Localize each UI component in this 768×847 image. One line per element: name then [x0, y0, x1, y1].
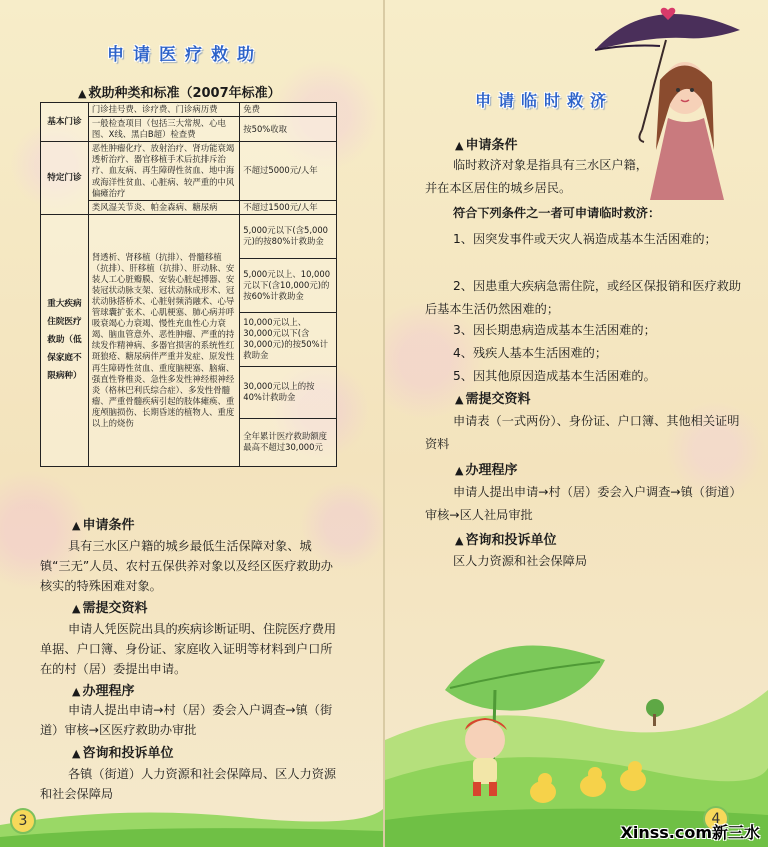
section-heading: ▲ 办理程序: [455, 463, 518, 478]
table-row: [41, 142, 337, 200]
section-text: 申请人提出申请→村（居）委会入户调查→镇（街道）审核→区医疗救助办审批: [40, 703, 333, 737]
standard-cell: 5,000元以上、10,000元以下(含10,000元)的按60%计救助金: [240, 258, 337, 312]
triangle-icon: ▲: [72, 602, 81, 615]
triangle-icon: ▲: [455, 464, 464, 477]
criteria-item: 5、因其他原因造成基本生活困难的。: [453, 369, 656, 383]
section-heading: ▲ 申请条件: [72, 518, 135, 533]
triangle-icon: ▲: [72, 685, 81, 698]
aid-standards-table: [40, 102, 337, 467]
standard-cell: 免费: [240, 103, 337, 117]
criteria-item: 4、残疾人基本生活困难的；: [453, 346, 608, 360]
section-text: 临时救济对象是指具有三水区户籍，并在本区居住的城乡居民。: [425, 158, 648, 195]
section-text: 具有三水区户籍的城乡最低生活保障对象、城镇“三无”人员、农村五保供养对象以及经区医疗救助办核实的特殊困难对象。: [40, 539, 333, 593]
grass-ground: [0, 787, 383, 847]
page-title: 申请临时救济: [475, 91, 614, 110]
standard-cell: 5,000元以下(含5,000元)的按80%计救助金: [240, 214, 337, 258]
section-heading: ▲ 申请条件: [455, 138, 518, 153]
page-title: 申请医疗救助: [107, 45, 263, 65]
page-number: 4: [703, 806, 729, 832]
criteria-item: 1、因突发事件或天灾人祸造成基本生活困难的；: [453, 232, 717, 246]
right-page: [385, 0, 768, 847]
table-heading: ▲ 救助种类和标准（2007年标准）: [78, 86, 281, 101]
left-page: [0, 0, 383, 847]
category-cell: [41, 214, 89, 466]
section-heading: ▲ 办理程序: [72, 684, 135, 699]
triangle-icon: ▲: [455, 139, 464, 152]
triangle-icon: ▲: [72, 519, 81, 532]
table-row: [41, 214, 337, 258]
item-cell: 恶性肿瘤化疗、放射治疗、肾功能衰竭透析治疗、器官移植手术后抗排斥治疗、血友病、再生障碍性贫血、地中海或海洋性贫血、心脏病、较严重的中风偏瘫治疗: [88, 142, 239, 200]
triangle-icon: ▲: [78, 87, 87, 100]
item-cell: 门诊挂号费、诊疗费、门诊病历费: [88, 103, 239, 117]
watermark: Xinss.com新三水: [620, 823, 760, 842]
section-text: 区人力资源和社会保障局: [453, 554, 588, 568]
category-line: 保家庭不: [47, 353, 82, 364]
category-line: 限病种）: [47, 371, 82, 382]
standard-cell: 全年累计医疗救助额度最高不超过30,000元: [240, 418, 337, 466]
item-cell: 类风湿关节炎、帕金森病、糖尿病: [88, 200, 239, 214]
standard-cell: 10,000元以上、30,000元以下(含30,000元)的按50%计救助金: [240, 312, 337, 366]
standard-cell: 按50%收取: [240, 117, 337, 142]
section-text: 申请人凭医院出具的疾病诊断证明、住院医疗费用单据、户口簿、身份证、家庭收入证明等材料到户口所在的村（居）委提出申请。: [40, 622, 337, 676]
section-text: 申请人提出申请→村（居）委会入户调查→镇（街道）审核→区人社局审批: [425, 485, 742, 522]
criteria-intro: 符合下列条件之一者可申请临时救济：: [453, 206, 661, 220]
category-line: 重大疾病: [47, 299, 82, 310]
category-line: 救助（低: [47, 335, 82, 346]
section-heading: ▲ 咨询和投诉单位: [72, 746, 174, 761]
triangle-icon: ▲: [455, 534, 464, 547]
section-heading: ▲ 需提交资料: [72, 601, 148, 616]
standard-cell: 不超过1500元/人年: [240, 200, 337, 214]
page-number: 3: [10, 808, 36, 834]
triangle-icon: ▲: [455, 393, 464, 406]
triangle-icon: ▲: [72, 747, 81, 760]
table-row: [41, 103, 337, 117]
item-cell: 肾透析、肾移植（抗排）、骨髓移植（抗排）、肝移植（抗排）、肝动脉、安装人工心脏瓣膜、安装心脏起搏器、安装冠状动脉支架、冠状动脉成形术、冠状动脉搭桥术、心脏射频消融术、心导管球囊扩张术、心肌梗塞、肺心病并呼吸衰竭心力衰竭、慢性充血性心力衰竭、脑血管意外、恶性肿瘤、严重的持续发作精神病、多器官损害的系统性红斑狼疮、糖尿病伴严重并发症、原发性再生障碍性贫血、重度脑梗塞、脑痫、强直性脊椎炎、急性多发性神经根神经炎（格林巴利氏综合症）、多发性骨髓瘤、严重骨髓疾病引起的肢体瘫痪、重度颅脑损伤、长期昏迷的植物人、重度以上的烧伤: [88, 214, 239, 466]
section-text: 各镇（街道）人力资源和社会保障局、区人力资源和社会保障局: [40, 767, 337, 801]
category-cell: 基本门诊: [41, 103, 89, 142]
criteria-item: 3、因长期患病造成基本生活困难的；: [453, 323, 656, 337]
section-text: 申请表（一式两份）、身份证、户口簿、其他相关证明资料: [425, 414, 740, 451]
criteria-item: 2、因患重大疾病急需住院，或经区保报销和医疗救助后基本生活仍然困难的；: [425, 279, 742, 316]
section-heading: ▲ 咨询和投诉单位: [455, 533, 557, 548]
section-heading: ▲ 需提交资料: [455, 392, 531, 407]
item-cell: 一般检查项目（包括三大常规、心电图、X线、黑白B超）检查费: [88, 117, 239, 142]
standard-cell: 不超过5000元/人年: [240, 142, 337, 200]
category-line: 住院医疗: [47, 317, 82, 328]
category-cell: 特定门诊: [41, 142, 89, 215]
standard-cell: 30,000元以上的按40%计救助金: [240, 366, 337, 418]
